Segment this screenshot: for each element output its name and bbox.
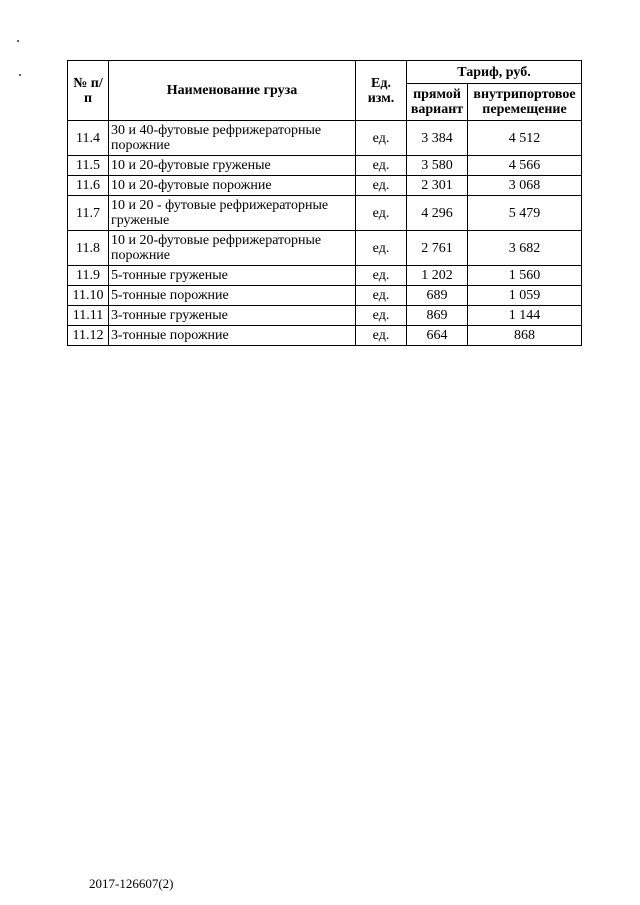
- row-unit: ед.: [356, 121, 407, 156]
- table-row: [68, 196, 582, 231]
- row-name: 10 и 20 - футовые рефрижераторные груженые: [109, 196, 356, 231]
- row-unit: ед.: [356, 266, 407, 286]
- row-internal: 4 566: [468, 156, 582, 176]
- row-unit: ед.: [356, 306, 407, 326]
- header-internal: внутрипортовое перемещение: [468, 84, 582, 121]
- table-row: [68, 266, 582, 286]
- row-direct: 3 384: [407, 121, 468, 156]
- row-internal: 4 512: [468, 121, 582, 156]
- row-unit: ед.: [356, 286, 407, 306]
- scan-speck: [17, 40, 19, 42]
- table-row: [68, 306, 582, 326]
- row-number: 11.10: [68, 286, 109, 306]
- row-unit: ед.: [356, 231, 407, 266]
- header-tariff: Тариф, руб.: [407, 61, 582, 84]
- row-name: 3-тонные порожние: [109, 326, 356, 346]
- row-unit: ед.: [356, 156, 407, 176]
- document-id: 2017-126607(2): [89, 876, 174, 891]
- row-number: 11.7: [68, 196, 109, 231]
- row-direct: 869: [407, 306, 468, 326]
- header-direct: прямой вариант: [407, 84, 468, 121]
- row-number: 11.4: [68, 121, 109, 156]
- row-name: 5-тонные груженые: [109, 266, 356, 286]
- table-row: [68, 286, 582, 306]
- row-direct: 2 301: [407, 176, 468, 196]
- row-internal: 1 059: [468, 286, 582, 306]
- row-name: 30 и 40-футовые рефрижераторные порожние: [109, 121, 356, 156]
- table-row: [68, 326, 582, 346]
- row-direct: 1 202: [407, 266, 468, 286]
- header-name: Наименование груза: [109, 61, 356, 121]
- row-direct: 2 761: [407, 231, 468, 266]
- row-direct: 3 580: [407, 156, 468, 176]
- row-number: 11.12: [68, 326, 109, 346]
- row-number: 11.8: [68, 231, 109, 266]
- row-direct: 664: [407, 326, 468, 346]
- row-number: 11.11: [68, 306, 109, 326]
- scan-speck: [19, 74, 21, 76]
- header-unit: Ед. изм.: [356, 61, 407, 121]
- row-name: 10 и 20-футовые рефрижераторные порожние: [109, 231, 356, 266]
- row-internal: 1 560: [468, 266, 582, 286]
- table-row: [68, 156, 582, 176]
- tariff-table: [67, 60, 582, 346]
- row-name: 5-тонные порожние: [109, 286, 356, 306]
- table-row: [68, 121, 582, 156]
- row-direct: 689: [407, 286, 468, 306]
- row-unit: ед.: [356, 196, 407, 231]
- row-internal: 3 682: [468, 231, 582, 266]
- row-number: 11.9: [68, 266, 109, 286]
- header-number: № п/п: [68, 61, 109, 121]
- row-internal: 3 068: [468, 176, 582, 196]
- row-name: 10 и 20-футовые груженые: [109, 156, 356, 176]
- row-name: 3-тонные груженые: [109, 306, 356, 326]
- row-internal: 5 479: [468, 196, 582, 231]
- table-row: [68, 231, 582, 266]
- row-number: 11.6: [68, 176, 109, 196]
- row-unit: ед.: [356, 176, 407, 196]
- table-row: [68, 176, 582, 196]
- row-direct: 4 296: [407, 196, 468, 231]
- row-name: 10 и 20-футовые порожние: [109, 176, 356, 196]
- row-number: 11.5: [68, 156, 109, 176]
- row-internal: 1 144: [468, 306, 582, 326]
- row-internal: 868: [468, 326, 582, 346]
- row-unit: ед.: [356, 326, 407, 346]
